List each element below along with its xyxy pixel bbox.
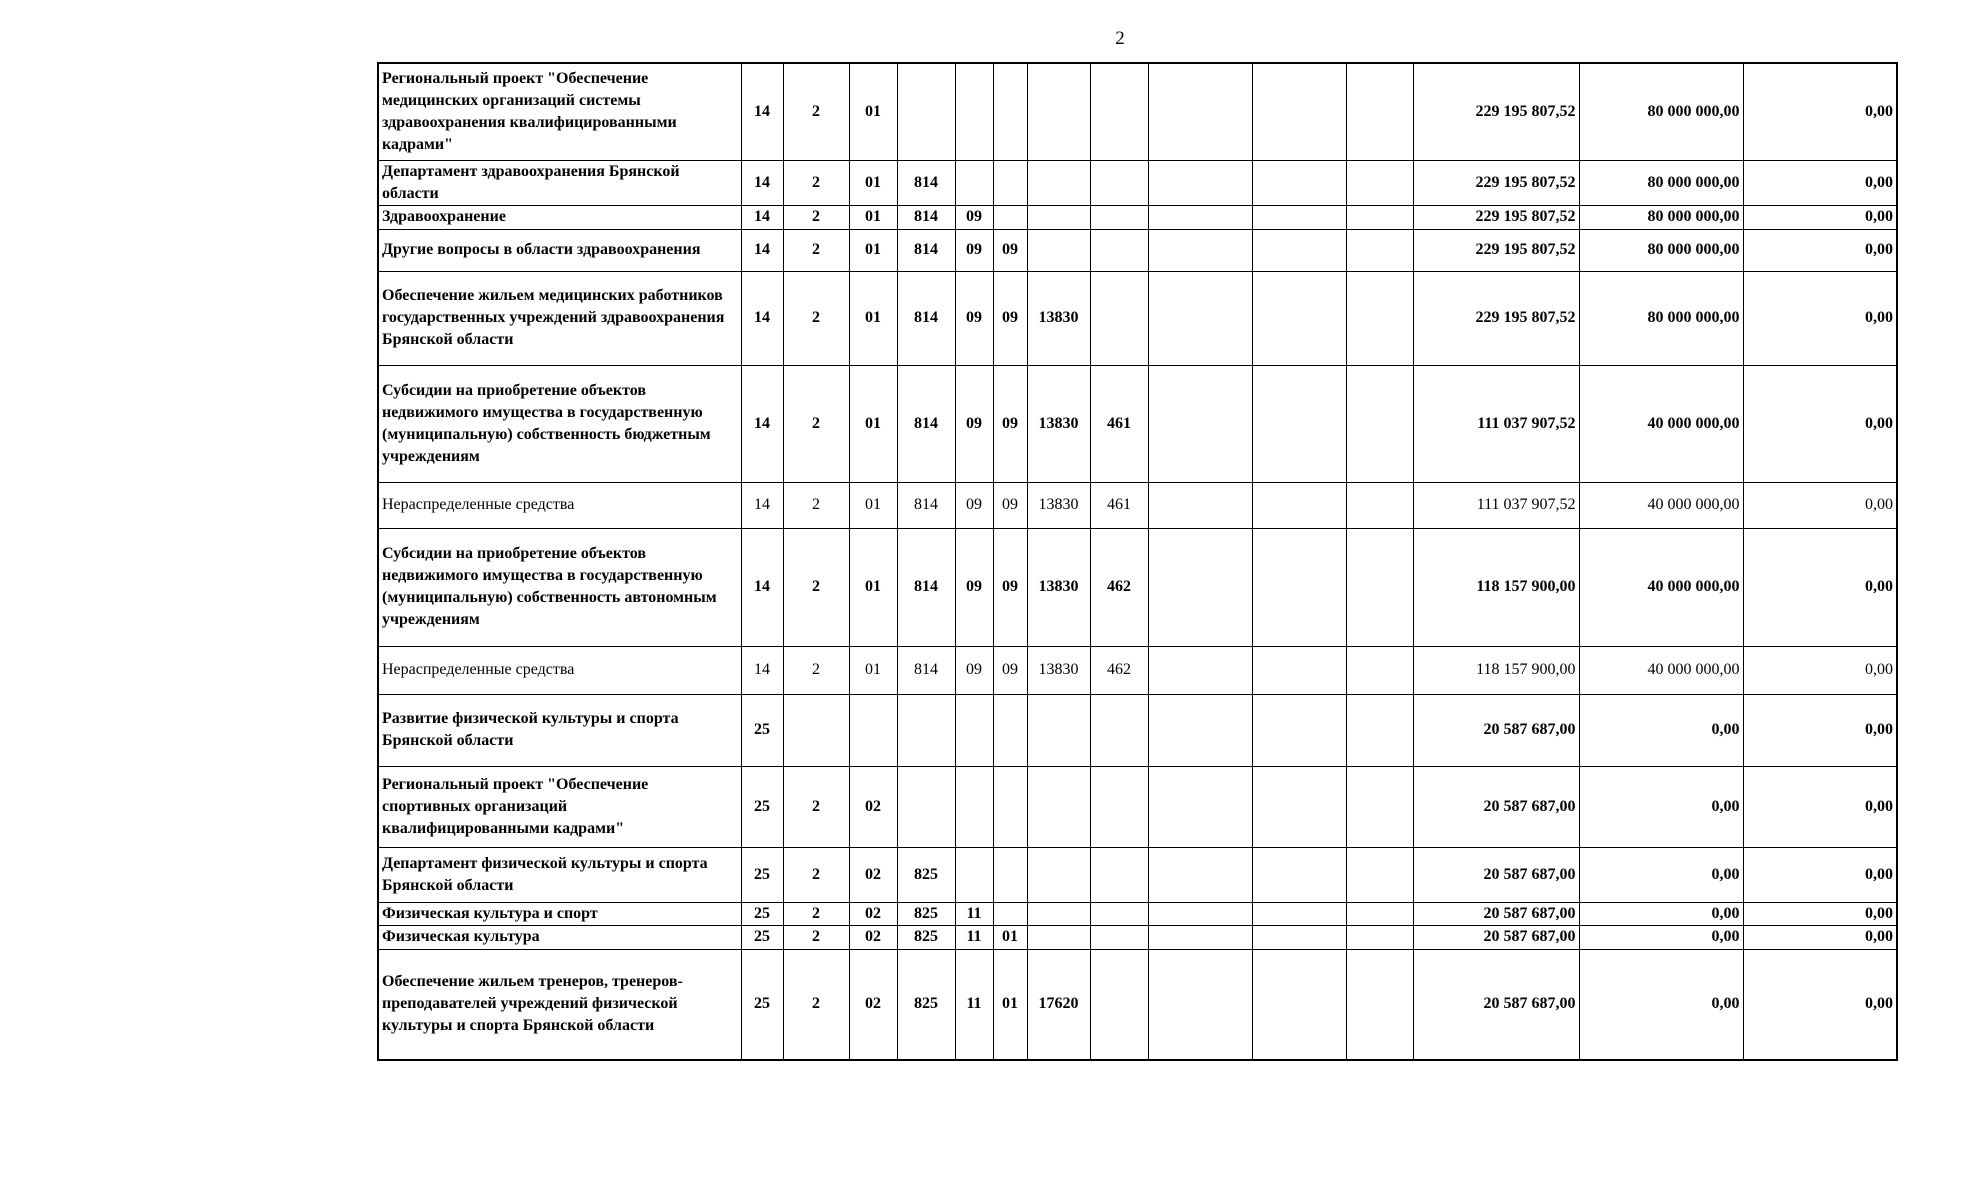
- table-row: [378, 949, 1897, 1060]
- code-cell: 09: [955, 646, 993, 694]
- amount-cell: 20 587 687,00: [1413, 694, 1579, 766]
- code-cell: [1346, 949, 1413, 1060]
- code-cell: [1346, 528, 1413, 646]
- code-cell: [1252, 229, 1346, 271]
- row-name-cell: Департамент здравоохранения Брянской области: [378, 160, 741, 205]
- code-cell: [1090, 160, 1148, 205]
- code-cell: [1148, 365, 1252, 482]
- table-row: [378, 847, 1897, 902]
- code-cell: [1346, 847, 1413, 902]
- code-cell: 09: [955, 482, 993, 528]
- code-cell: [1252, 694, 1346, 766]
- code-cell: [1148, 205, 1252, 229]
- code-cell: 2: [783, 205, 849, 229]
- code-cell: 13830: [1027, 271, 1090, 365]
- amount-cell: 0,00: [1579, 766, 1743, 847]
- code-cell: [1027, 160, 1090, 205]
- code-cell: 462: [1090, 528, 1148, 646]
- amount-cell: 0,00: [1579, 925, 1743, 949]
- code-cell: 814: [897, 271, 955, 365]
- code-cell: 11: [955, 949, 993, 1060]
- row-name-cell: Нераспределенные средства: [378, 482, 741, 528]
- code-cell: [1252, 902, 1346, 925]
- code-cell: 01: [849, 646, 897, 694]
- code-cell: [1252, 63, 1346, 160]
- amount-cell: 0,00: [1743, 646, 1897, 694]
- amount-cell: 20 587 687,00: [1413, 847, 1579, 902]
- amount-cell: 111 037 907,52: [1413, 365, 1579, 482]
- code-cell: [1148, 902, 1252, 925]
- table-row: [378, 482, 1897, 528]
- code-cell: 14: [741, 63, 783, 160]
- code-cell: [1346, 365, 1413, 482]
- code-cell: 814: [897, 229, 955, 271]
- code-cell: 01: [849, 229, 897, 271]
- amount-cell: 20 587 687,00: [1413, 949, 1579, 1060]
- code-cell: [1346, 482, 1413, 528]
- code-cell: 02: [849, 847, 897, 902]
- code-cell: [993, 766, 1027, 847]
- code-cell: [993, 160, 1027, 205]
- code-cell: [1027, 766, 1090, 847]
- code-cell: 01: [849, 63, 897, 160]
- code-cell: 02: [849, 766, 897, 847]
- code-cell: 814: [897, 646, 955, 694]
- code-cell: [1148, 271, 1252, 365]
- code-cell: 2: [783, 482, 849, 528]
- code-cell: 825: [897, 902, 955, 925]
- table-row: [378, 271, 1897, 365]
- table-row: [378, 229, 1897, 271]
- code-cell: [1346, 229, 1413, 271]
- amount-cell: 80 000 000,00: [1579, 160, 1743, 205]
- code-cell: 11: [955, 902, 993, 925]
- code-cell: [1252, 528, 1346, 646]
- code-cell: [1148, 160, 1252, 205]
- code-cell: 2: [783, 365, 849, 482]
- code-cell: 814: [897, 365, 955, 482]
- amount-cell: 229 195 807,52: [1413, 271, 1579, 365]
- code-cell: 09: [955, 229, 993, 271]
- row-name-cell: Региональный проект "Обеспечение спортивных организаций квалифицированными кадрами": [378, 766, 741, 847]
- code-cell: [993, 694, 1027, 766]
- amount-cell: 229 195 807,52: [1413, 160, 1579, 205]
- code-cell: 09: [993, 482, 1027, 528]
- code-cell: 2: [783, 646, 849, 694]
- code-cell: 2: [783, 925, 849, 949]
- table-row: [378, 925, 1897, 949]
- code-cell: [897, 766, 955, 847]
- code-cell: 17620: [1027, 949, 1090, 1060]
- code-cell: 01: [849, 482, 897, 528]
- code-cell: 09: [955, 271, 993, 365]
- code-cell: 25: [741, 949, 783, 1060]
- table-row: [378, 160, 1897, 205]
- amount-cell: 0,00: [1579, 949, 1743, 1060]
- table-row: [378, 365, 1897, 482]
- amount-cell: 80 000 000,00: [1579, 205, 1743, 229]
- code-cell: [1027, 63, 1090, 160]
- row-name-cell: Нераспределенные средства: [378, 646, 741, 694]
- code-cell: [1027, 694, 1090, 766]
- code-cell: 13830: [1027, 528, 1090, 646]
- code-cell: 14: [741, 528, 783, 646]
- amount-cell: 0,00: [1743, 902, 1897, 925]
- code-cell: 25: [741, 694, 783, 766]
- code-cell: [1148, 63, 1252, 160]
- table-row: [378, 528, 1897, 646]
- amount-cell: 0,00: [1579, 902, 1743, 925]
- code-cell: 01: [849, 365, 897, 482]
- code-cell: 13830: [1027, 365, 1090, 482]
- row-name-cell: Обеспечение жильем тренеров, тренеров-преподавателей учреждений физической культуры и спорта Брянской области: [378, 949, 741, 1060]
- code-cell: [1252, 847, 1346, 902]
- code-cell: 2: [783, 766, 849, 847]
- table-row: [378, 902, 1897, 925]
- row-name-cell: Физическая культура и спорт: [378, 902, 741, 925]
- amount-cell: 0,00: [1743, 766, 1897, 847]
- code-cell: [1148, 694, 1252, 766]
- code-cell: [1252, 925, 1346, 949]
- code-cell: 14: [741, 205, 783, 229]
- code-cell: [1148, 949, 1252, 1060]
- code-cell: 814: [897, 528, 955, 646]
- amount-cell: 118 157 900,00: [1413, 528, 1579, 646]
- code-cell: [1090, 694, 1148, 766]
- code-cell: 14: [741, 482, 783, 528]
- code-cell: [1148, 766, 1252, 847]
- code-cell: 461: [1090, 365, 1148, 482]
- code-cell: 01: [993, 949, 1027, 1060]
- amount-cell: 40 000 000,00: [1579, 528, 1743, 646]
- code-cell: 09: [955, 528, 993, 646]
- code-cell: 814: [897, 205, 955, 229]
- amount-cell: 40 000 000,00: [1579, 365, 1743, 482]
- code-cell: 461: [1090, 482, 1148, 528]
- amount-cell: 0,00: [1743, 694, 1897, 766]
- code-cell: 825: [897, 949, 955, 1060]
- code-cell: [1252, 160, 1346, 205]
- amount-cell: 118 157 900,00: [1413, 646, 1579, 694]
- code-cell: 14: [741, 646, 783, 694]
- code-cell: [1027, 902, 1090, 925]
- code-cell: 2: [783, 160, 849, 205]
- code-cell: 2: [783, 847, 849, 902]
- code-cell: [1148, 925, 1252, 949]
- amount-cell: 0,00: [1743, 528, 1897, 646]
- table-row: [378, 646, 1897, 694]
- code-cell: [993, 205, 1027, 229]
- code-cell: 13830: [1027, 646, 1090, 694]
- table-row: [378, 63, 1897, 160]
- amount-cell: 0,00: [1743, 160, 1897, 205]
- code-cell: [1148, 482, 1252, 528]
- code-cell: 09: [993, 528, 1027, 646]
- code-cell: [955, 847, 993, 902]
- page-number: 2: [1115, 28, 1125, 49]
- amount-cell: 0,00: [1743, 205, 1897, 229]
- code-cell: [1346, 63, 1413, 160]
- code-cell: 2: [783, 949, 849, 1060]
- code-cell: [955, 766, 993, 847]
- code-cell: 14: [741, 271, 783, 365]
- amount-cell: 40 000 000,00: [1579, 482, 1743, 528]
- code-cell: [849, 694, 897, 766]
- code-cell: 825: [897, 925, 955, 949]
- code-cell: [955, 160, 993, 205]
- code-cell: 09: [993, 365, 1027, 482]
- amount-cell: 80 000 000,00: [1579, 63, 1743, 160]
- amount-cell: 0,00: [1743, 365, 1897, 482]
- code-cell: 11: [955, 925, 993, 949]
- amount-cell: 229 195 807,52: [1413, 63, 1579, 160]
- code-cell: [1346, 271, 1413, 365]
- code-cell: 25: [741, 766, 783, 847]
- row-name-cell: Департамент физической культуры и спорта Брянской области: [378, 847, 741, 902]
- code-cell: [955, 694, 993, 766]
- code-cell: [1027, 847, 1090, 902]
- code-cell: 25: [741, 847, 783, 902]
- code-cell: [1090, 63, 1148, 160]
- code-cell: 01: [849, 271, 897, 365]
- code-cell: 2: [783, 63, 849, 160]
- row-name-cell: Другие вопросы в области здравоохранения: [378, 229, 741, 271]
- amount-cell: 20 587 687,00: [1413, 925, 1579, 949]
- code-cell: [993, 902, 1027, 925]
- code-cell: 01: [849, 528, 897, 646]
- code-cell: 01: [993, 925, 1027, 949]
- code-cell: 09: [955, 205, 993, 229]
- amount-cell: 0,00: [1579, 694, 1743, 766]
- row-name-cell: Развитие физической культуры и спорта Брянской области: [378, 694, 741, 766]
- code-cell: [1346, 925, 1413, 949]
- amount-cell: 20 587 687,00: [1413, 766, 1579, 847]
- amount-cell: 111 037 907,52: [1413, 482, 1579, 528]
- amount-cell: 0,00: [1743, 925, 1897, 949]
- code-cell: 825: [897, 847, 955, 902]
- code-cell: [897, 694, 955, 766]
- code-cell: 814: [897, 482, 955, 528]
- amount-cell: 0,00: [1743, 229, 1897, 271]
- code-cell: [1346, 902, 1413, 925]
- code-cell: 02: [849, 902, 897, 925]
- code-cell: [993, 847, 1027, 902]
- code-cell: [955, 63, 993, 160]
- row-name-cell: Региональный проект "Обеспечение медицинских организаций системы здравоохранения квалифицированными кадрами": [378, 63, 741, 160]
- row-name-cell: Физическая культура: [378, 925, 741, 949]
- row-name-cell: Обеспечение жильем медицинских работников государственных учреждений здравоохранения Брянской области: [378, 271, 741, 365]
- code-cell: [1090, 766, 1148, 847]
- code-cell: [1346, 646, 1413, 694]
- code-cell: [1252, 949, 1346, 1060]
- code-cell: 01: [849, 205, 897, 229]
- code-cell: [1090, 271, 1148, 365]
- amount-cell: 0,00: [1743, 482, 1897, 528]
- code-cell: 02: [849, 925, 897, 949]
- code-cell: [1252, 646, 1346, 694]
- code-cell: [1148, 528, 1252, 646]
- amount-cell: 80 000 000,00: [1579, 271, 1743, 365]
- row-name-cell: Субсидии на приобретение объектов недвижимого имущества в государственную (муниципальную) собственность автономным учреждениям: [378, 528, 741, 646]
- amount-cell: 80 000 000,00: [1579, 229, 1743, 271]
- amount-cell: 0,00: [1743, 63, 1897, 160]
- table-body: [378, 63, 1897, 1060]
- code-cell: 09: [955, 365, 993, 482]
- code-cell: 25: [741, 902, 783, 925]
- amount-cell: 0,00: [1743, 949, 1897, 1060]
- code-cell: [1252, 365, 1346, 482]
- code-cell: 2: [783, 528, 849, 646]
- code-cell: 462: [1090, 646, 1148, 694]
- code-cell: [1346, 694, 1413, 766]
- code-cell: [783, 694, 849, 766]
- row-name-cell: Субсидии на приобретение объектов недвижимого имущества в государственную (муниципальную) собственность бюджетным учреждениям: [378, 365, 741, 482]
- code-cell: 09: [993, 229, 1027, 271]
- code-cell: [1148, 229, 1252, 271]
- code-cell: [1027, 925, 1090, 949]
- code-cell: [1252, 205, 1346, 229]
- code-cell: 2: [783, 902, 849, 925]
- code-cell: 814: [897, 160, 955, 205]
- code-cell: [1090, 925, 1148, 949]
- code-cell: 01: [849, 160, 897, 205]
- code-cell: [1252, 482, 1346, 528]
- amount-cell: 229 195 807,52: [1413, 229, 1579, 271]
- code-cell: 14: [741, 160, 783, 205]
- code-cell: 14: [741, 229, 783, 271]
- table-row: [378, 205, 1897, 229]
- code-cell: 25: [741, 925, 783, 949]
- code-cell: [1090, 847, 1148, 902]
- code-cell: [897, 63, 955, 160]
- code-cell: [1148, 646, 1252, 694]
- code-cell: [1346, 160, 1413, 205]
- table-row: [378, 766, 1897, 847]
- amount-cell: 20 587 687,00: [1413, 902, 1579, 925]
- code-cell: [1252, 271, 1346, 365]
- amount-cell: 0,00: [1579, 847, 1743, 902]
- code-cell: 09: [993, 646, 1027, 694]
- code-cell: 2: [783, 229, 849, 271]
- code-cell: [1148, 847, 1252, 902]
- code-cell: [1027, 205, 1090, 229]
- code-cell: [1090, 205, 1148, 229]
- budget-table: [377, 62, 1898, 1061]
- code-cell: [1252, 766, 1346, 847]
- amount-cell: 40 000 000,00: [1579, 646, 1743, 694]
- code-cell: [1090, 949, 1148, 1060]
- table-row: [378, 694, 1897, 766]
- code-cell: [993, 63, 1027, 160]
- code-cell: [1346, 766, 1413, 847]
- code-cell: [1346, 205, 1413, 229]
- code-cell: 02: [849, 949, 897, 1060]
- amount-cell: 0,00: [1743, 271, 1897, 365]
- code-cell: 14: [741, 365, 783, 482]
- code-cell: 09: [993, 271, 1027, 365]
- amount-cell: 0,00: [1743, 847, 1897, 902]
- code-cell: [1090, 229, 1148, 271]
- code-cell: 13830: [1027, 482, 1090, 528]
- amount-cell: 229 195 807,52: [1413, 205, 1579, 229]
- code-cell: 2: [783, 271, 849, 365]
- code-cell: [1027, 229, 1090, 271]
- row-name-cell: Здравоохранение: [378, 205, 741, 229]
- code-cell: [1090, 902, 1148, 925]
